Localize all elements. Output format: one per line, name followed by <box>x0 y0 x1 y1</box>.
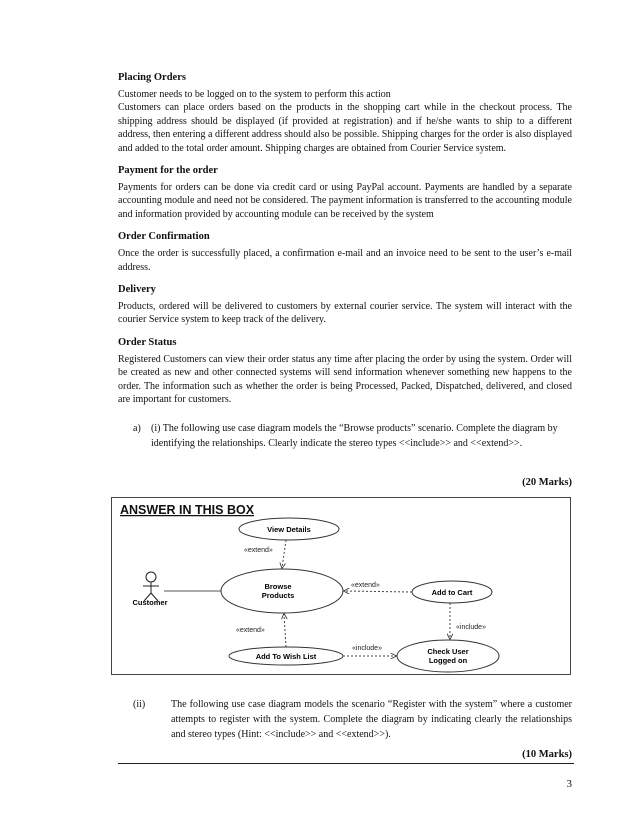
question-a-label: a) <box>133 423 141 434</box>
answer-box-heading: ANSWER IN THIS BOX <box>120 503 255 517</box>
section-payment <box>118 165 572 221</box>
section-order-confirmation <box>118 231 572 274</box>
svg-text:Add To Wish List: Add To Wish List <box>255 652 317 661</box>
section-title: Order Confirmation <box>118 231 210 243</box>
question-aii-label: (ii) <box>133 699 146 710</box>
footer-rule <box>118 763 574 764</box>
actor-label: Customer <box>132 598 168 607</box>
include-label-right: «include» <box>456 624 486 631</box>
use-case-check-user-logged-on[interactable] <box>397 640 499 672</box>
section-title: Delivery <box>118 284 156 296</box>
section-text: Once the order is successfully placed, a confirmation e-mail and an invoice need to be sent to the user’s e-mail address. <box>118 248 572 273</box>
page-number: 3 <box>566 778 572 790</box>
section-text: Products, ordered will be delivered to customers by external courier service. The system will interact with the courier Service system to keep track of the delivery. <box>118 301 572 326</box>
document-body <box>118 72 572 417</box>
section-delivery <box>118 284 572 327</box>
include-label-bottom: «include» <box>352 645 382 652</box>
extend-arrow-add-to-cart <box>344 591 412 592</box>
svg-text:Products: Products <box>261 591 295 600</box>
section-placing-orders <box>118 72 572 155</box>
svg-text:Logged on: Logged on <box>428 656 468 665</box>
extend-label-top: «extend» <box>244 547 273 554</box>
question-a-text: (i) The following use case diagram models the “Browse products” scenario. Complete the diagram by identifying the relationships. Clearly indicate the stereo types <<include>> and <<extend>>. <box>151 423 558 449</box>
use-case-diagram <box>112 498 572 676</box>
section-order-status <box>118 337 572 407</box>
use-case-view-details[interactable] <box>239 518 339 540</box>
section-text: Registered Customers can view their order status any time after placing the order by using the system. Order will be created as new and other connected systems will send information whenever something new happens to the order. The information such as whether the order is being Processed, Packed, Dispatched, delivered, and closed are important for customers. <box>118 353 572 406</box>
use-case-browse-products[interactable] <box>221 569 343 613</box>
svg-text:Browse: Browse <box>264 582 292 591</box>
section-text: Payments for orders can be done via credit card or using PayPal account. Payments are handled by a separate accounting module and need not be considered. The payment information is transferred to the accounting module and information provided by accounting module can be received by the system <box>118 182 572 220</box>
question-a-marks: (20 Marks) <box>522 477 572 488</box>
section-title: Payment for the order <box>118 165 218 177</box>
customer-actor <box>143 572 159 601</box>
question-aii-text: The following use case diagram models the scenario “Register with the system” where a customer attempts to register with the system. Complete the diagram by indicating clearly the relationships and stereo types (Hint: <<include>> and <<extend>>). <box>171 699 572 740</box>
use-case-add-to-cart[interactable] <box>412 581 492 603</box>
section-text: Customer needs to be logged on to the system to perform this action Customers can place orders based on the products in the shopping cart while in the checkout process. The shipping address should be displayed (if provided at registration) and if he/she wants to ship to a different address, then entering a different address should also be possible. Shipping charges for the order is also displayed and added to the total order amount. Shipping charges are obtained from Courier Service system. <box>118 89 572 154</box>
svg-text:Check User: Check User <box>427 647 469 656</box>
svg-text:Add to Cart: Add to Cart <box>431 588 473 597</box>
section-title: Placing Orders <box>118 72 186 83</box>
extend-arrow-wish-list <box>284 614 286 647</box>
extend-arrow-view-details <box>282 540 286 568</box>
use-case-add-to-wish-list[interactable] <box>229 647 343 665</box>
section-title: Order Status <box>118 336 177 348</box>
extend-label-cart: «extend» <box>351 582 380 589</box>
svg-text:View Details: View Details <box>267 525 311 534</box>
question-aii-marks: (10 Marks) <box>522 749 572 760</box>
answer-box[interactable] <box>111 497 571 675</box>
extend-label-wish: «extend» <box>236 627 265 634</box>
